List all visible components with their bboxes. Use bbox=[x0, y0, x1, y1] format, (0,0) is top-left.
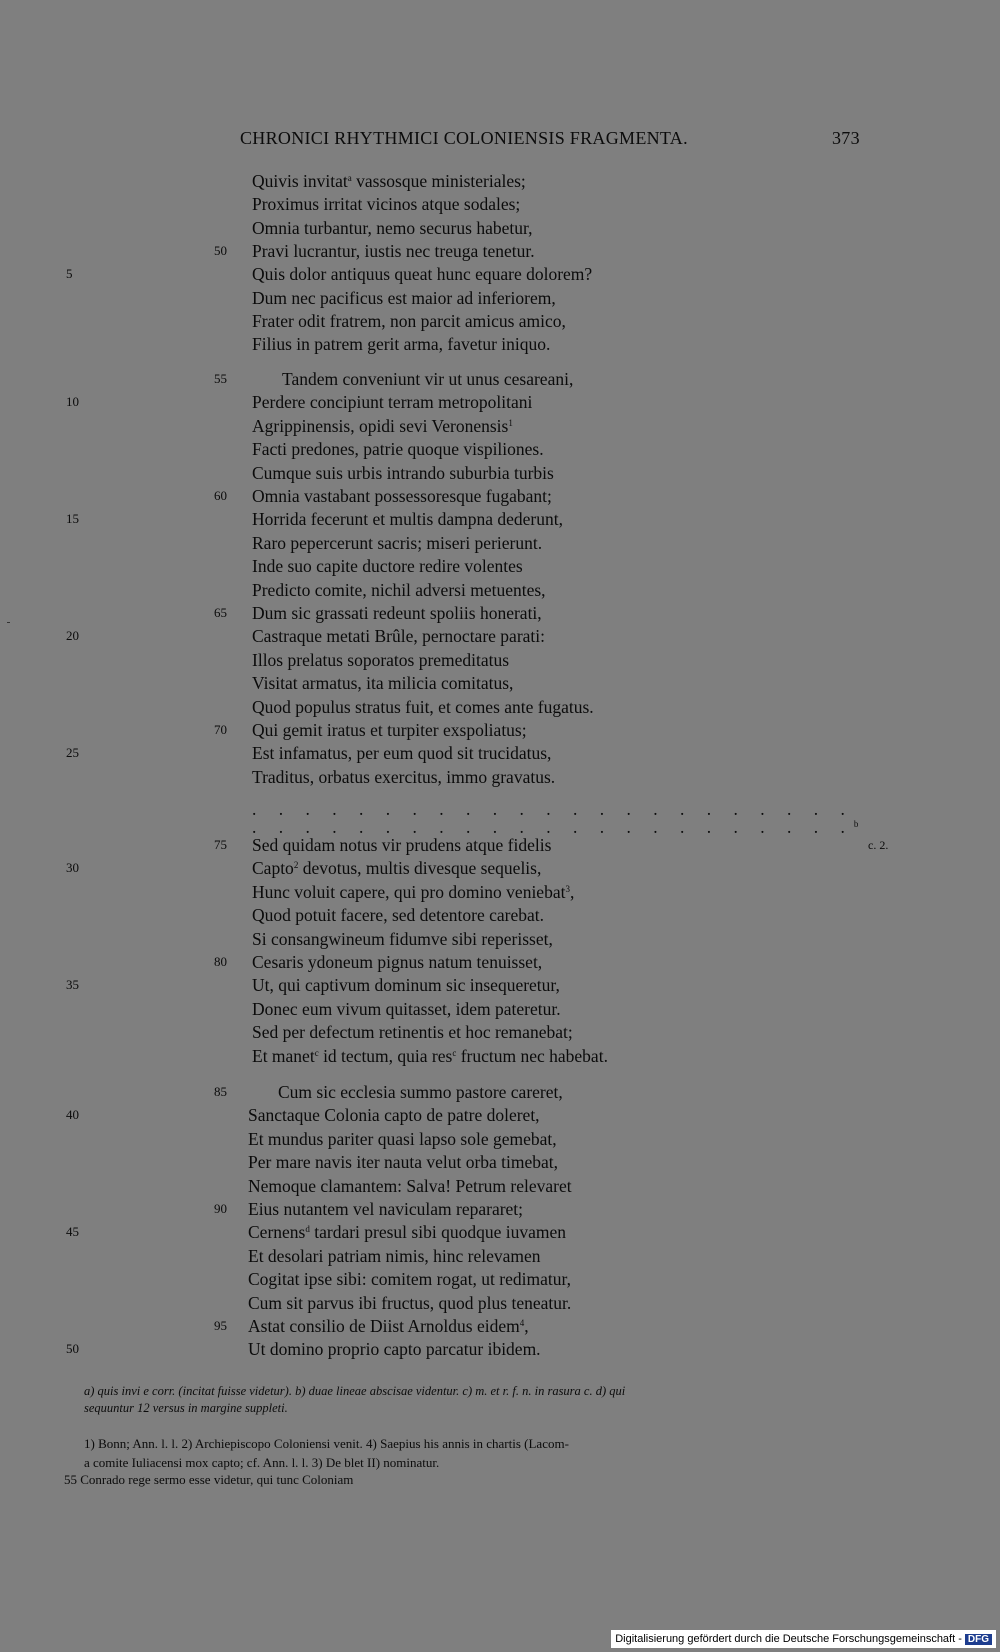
verse-text-main: Cumque suis urbis intrando suburbia turbis bbox=[252, 462, 554, 483]
verse-text-main: Facti predones, patrie quoque vispiliones. bbox=[252, 439, 544, 460]
verse-text-main: Ut, qui captivum dominum sic insequeretur, bbox=[252, 975, 560, 996]
margin-mark bbox=[7, 622, 10, 623]
outer-line-number: 45 bbox=[66, 1224, 79, 1240]
verse-text-main: Inde suo capite ductore redire volentes bbox=[252, 556, 523, 577]
verse-text-main: Et desolari patriam nimis, hinc relevamen bbox=[248, 1245, 541, 1266]
verse-text bbox=[248, 1128, 557, 1150]
verse-line bbox=[0, 766, 1000, 788]
verse-text bbox=[252, 742, 551, 764]
verse-number: 70 bbox=[214, 722, 227, 737]
funding-text: Digitalisierung gefördert durch die Deutsche Forschungsgemeinschaft - bbox=[615, 1633, 962, 1645]
verse-text bbox=[252, 696, 594, 718]
verse-line bbox=[0, 1104, 1000, 1126]
verse-line bbox=[0, 857, 1000, 879]
footnote-note-line: 1) Bonn; Ann. l. l. 2) Archiepiscopo Coloniensi venit. 4) Saepius his annis in chartis (Lacom- bbox=[84, 1436, 569, 1451]
verse-text-main: Est infamatus, per eum quod sit trucidatus, bbox=[252, 743, 552, 764]
verse-text bbox=[252, 834, 551, 856]
verse-text-main: Nemoque clamantem: Salva! Petrum relevaret bbox=[248, 1175, 572, 1196]
footnote-marker: 4 bbox=[519, 1318, 525, 1328]
verse-line bbox=[0, 1315, 1000, 1337]
verse-text bbox=[252, 672, 513, 694]
verse-number: 65 bbox=[214, 605, 227, 620]
verse-text bbox=[252, 508, 563, 530]
verse-text-cont: devotus, multis divesque sequelis, bbox=[298, 858, 542, 879]
verse-line bbox=[0, 1338, 1000, 1360]
verse-text bbox=[252, 602, 542, 624]
footnote-marker: c bbox=[314, 1047, 319, 1058]
verse-line bbox=[0, 240, 1000, 262]
verse-text bbox=[252, 217, 532, 239]
verse-text-main: Quivis invitat bbox=[252, 171, 348, 191]
verse-text-main: Castraque metati Brûle, pernoctare parati: bbox=[252, 626, 545, 647]
verse-text-main: Illos prelatus soporatos premeditatus bbox=[252, 649, 510, 670]
verse-text-main: Predicto comite, nichil adversi metuentes, bbox=[252, 579, 546, 600]
verse-text-main: Cogitat ipse sibi: comitem rogat, ut redimatur, bbox=[248, 1269, 571, 1290]
footnote-line-number: 55 bbox=[64, 1472, 77, 1487]
outer-line-number: 15 bbox=[66, 511, 79, 527]
verse-text bbox=[252, 415, 513, 437]
verse-text bbox=[252, 310, 566, 332]
verse-text bbox=[252, 333, 550, 355]
verse-text-main: Filius in patrem gerit arma, favetur iniquo. bbox=[252, 334, 551, 355]
outer-line-number: 5 bbox=[66, 266, 73, 282]
verse-line bbox=[0, 415, 1000, 437]
verse-text-main: Visitat armatus, ita milicia comitatus, bbox=[252, 673, 514, 694]
verse-text bbox=[278, 1081, 563, 1103]
verse-text bbox=[282, 368, 573, 390]
verse-text bbox=[252, 974, 560, 996]
verse-number: 95 bbox=[214, 1318, 227, 1333]
verse-text bbox=[252, 928, 553, 950]
verse-text-main: Et mundus pariter quasi lapso sole gemebat, bbox=[248, 1128, 557, 1149]
verse-line bbox=[0, 532, 1000, 554]
verse-text-main: Qui gemit iratus et turpiter exspoliatus; bbox=[252, 720, 527, 740]
verse-line bbox=[0, 1198, 1000, 1220]
verse-number: 80 bbox=[214, 954, 227, 969]
verse-line bbox=[0, 555, 1000, 577]
verse-line bbox=[0, 1021, 1000, 1043]
page-number: 373 bbox=[832, 128, 860, 148]
verse-line bbox=[0, 834, 1000, 856]
outer-line-number: 35 bbox=[66, 977, 79, 993]
verse-text bbox=[248, 1104, 540, 1126]
footnote-marker: a bbox=[347, 173, 352, 183]
verse-line bbox=[0, 1081, 1000, 1103]
verse-text bbox=[252, 579, 546, 601]
verse-text-main: Cesaris ydoneum pignus natum tenuisset, bbox=[252, 952, 543, 972]
verse-text bbox=[252, 719, 527, 741]
verse-text-cont: vassosque ministeriales; bbox=[351, 171, 526, 191]
verse-line bbox=[0, 1175, 1000, 1197]
verse-text-main: Omnia turbantur, nemo securus habetur, bbox=[252, 217, 533, 238]
verse-text-main: Frater odit fratrem, non parcit amicus amico, bbox=[252, 310, 566, 331]
footnote-marker: 1 bbox=[508, 417, 513, 428]
verse-text bbox=[252, 555, 523, 577]
verse-text bbox=[248, 1268, 571, 1290]
verse-number: 75 bbox=[214, 837, 227, 852]
verse-text-main: Astat consilio de Diist Arnoldus eidem bbox=[248, 1316, 520, 1336]
outer-line-number: 10 bbox=[66, 394, 79, 410]
verse-text bbox=[252, 649, 509, 671]
verse-line bbox=[0, 928, 1000, 950]
verse-line bbox=[0, 579, 1000, 601]
verse-text-main: Dum sic grassati redeunt spoliis honerati, bbox=[252, 603, 542, 623]
verse-text-main: Quod populus stratus fuit, et comes ante fugatus. bbox=[252, 696, 594, 717]
verse-text bbox=[252, 532, 542, 554]
verse-text bbox=[248, 1151, 558, 1173]
verse-text-main: Sed per defectum retinentis et hoc remanebat; bbox=[252, 1022, 573, 1043]
verse-text bbox=[252, 240, 535, 262]
verse-text bbox=[252, 170, 526, 192]
verse-text-cont: , bbox=[569, 881, 575, 902]
verse-text-main: Quod potuit facere, sed detentore carebat. bbox=[252, 905, 545, 926]
verse-text bbox=[252, 193, 520, 215]
verse-text-main: . . . . . . . . . . . . . . . . . . . . . . . bbox=[252, 799, 854, 819]
footnote-apparatus-line: a) quis invi e corr. (incitat fuisse videtur). b) duae lineae abscisae videntur. c) m. et r. f. n. in rasura c. d) qui bbox=[84, 1384, 626, 1398]
verse-line bbox=[0, 485, 1000, 507]
page-header bbox=[0, 128, 1000, 154]
verse-line bbox=[0, 696, 1000, 718]
verse-line bbox=[0, 1128, 1000, 1150]
verse-text bbox=[248, 1338, 541, 1360]
footnote-note-text: Conrado rege sermo esse videtur, qui tunc Coloniam bbox=[80, 1472, 354, 1487]
verse-text-main: Per mare navis iter nauta velut orba timebat, bbox=[248, 1152, 559, 1173]
verse-text-main: Eius nutantem vel naviculam repararet; bbox=[248, 1199, 524, 1219]
verse-text-main: Cum sic ecclesia summo pastore careret, bbox=[278, 1082, 563, 1102]
verse-line bbox=[0, 462, 1000, 484]
verse-text-main: Et manet bbox=[252, 1045, 315, 1066]
running-title: CHRONICI RHYTHMICI COLONIENSIS FRAGMENTA. bbox=[240, 128, 688, 148]
verse-text-main: Tandem conveniunt vir ut unus cesareani, bbox=[282, 369, 574, 389]
verse-text bbox=[248, 1245, 541, 1267]
historical-notes bbox=[84, 1434, 864, 1472]
verse-line bbox=[0, 742, 1000, 764]
outer-line-number: 25 bbox=[66, 745, 79, 761]
verse-line bbox=[0, 193, 1000, 215]
footnote-apparatus-line: sequuntur 12 versus in margine suppleti. bbox=[84, 1401, 288, 1415]
verse-text bbox=[252, 391, 532, 413]
verse-text-main: Pravi lucrantur, iustis nec treuga tenetur. bbox=[252, 240, 535, 261]
verse-text bbox=[252, 1021, 573, 1043]
verse-text-main: Cum sit parvus ibi fructus, quod plus teneatur. bbox=[248, 1292, 572, 1313]
verse-text bbox=[248, 1221, 566, 1243]
verse-line bbox=[0, 1045, 1000, 1067]
verse-text-main: Ut domino proprio capto parcatur ibidem. bbox=[248, 1339, 541, 1360]
verse-line bbox=[0, 998, 1000, 1020]
verse-line bbox=[0, 438, 1000, 460]
verse-line bbox=[0, 333, 1000, 355]
verse-text bbox=[252, 951, 542, 973]
verse-text-main: Perdere concipiunt terram metropolitani bbox=[252, 392, 533, 413]
verse-text-main: Sed quidam notus vir prudens atque fidelis bbox=[252, 835, 552, 855]
verse-number: 55 bbox=[214, 371, 227, 386]
verse-line bbox=[0, 951, 1000, 973]
verse-text-cont: tardari presul sibi quodque iuvamen bbox=[309, 1222, 566, 1243]
verse-text bbox=[252, 881, 574, 903]
verse-line bbox=[0, 170, 1000, 192]
verse-line bbox=[0, 368, 1000, 390]
footnote-marker: d bbox=[305, 1224, 310, 1235]
footnote-marker: 3 bbox=[565, 883, 570, 894]
verse-line bbox=[0, 391, 1000, 413]
verse-number: 50 bbox=[214, 242, 227, 258]
verse-line bbox=[0, 904, 1000, 926]
verse-text-main: Omnia vastabant possessoresque fugabant; bbox=[252, 486, 552, 506]
verse-line bbox=[0, 672, 1000, 694]
footnote-marker: c bbox=[452, 1047, 457, 1058]
verse-line bbox=[0, 310, 1000, 332]
verse-line bbox=[0, 974, 1000, 996]
margin-reference: c. 2. bbox=[868, 838, 889, 852]
verse-line bbox=[0, 719, 1000, 741]
critical-apparatus bbox=[84, 1383, 864, 1417]
verse-number: 85 bbox=[214, 1084, 227, 1099]
outer-line-number: 40 bbox=[66, 1107, 79, 1123]
outer-line-number: 30 bbox=[66, 860, 79, 876]
verse-line bbox=[0, 508, 1000, 530]
verse-number: 60 bbox=[214, 488, 227, 503]
verse-line bbox=[0, 217, 1000, 239]
verse-line bbox=[0, 287, 1000, 309]
verse-text-main: Dum nec pacificus est maior ad inferiorem, bbox=[252, 287, 556, 308]
verse-text-main: . . . . . . . . . . . . . . . . . . . . . . . bbox=[252, 817, 854, 837]
dfg-logo: DFG bbox=[965, 1634, 992, 1645]
verse-text bbox=[252, 857, 541, 879]
verse-line bbox=[0, 649, 1000, 671]
outer-line-number: 50 bbox=[66, 1341, 79, 1357]
verse-text-main: Raro pepercerunt sacris; miseri perierunt. bbox=[252, 532, 543, 553]
verse-line bbox=[0, 602, 1000, 624]
verse-text bbox=[248, 1292, 571, 1314]
verse-text-main: Sanctaque Colonia capto de patre doleret, bbox=[248, 1105, 540, 1126]
verse-text bbox=[252, 263, 592, 285]
verse-line bbox=[0, 1151, 1000, 1173]
footnote-marker: 2 bbox=[293, 860, 299, 871]
verse-line bbox=[0, 625, 1000, 647]
verse-text-main: Proximus irritat vicinos atque sodales; bbox=[252, 194, 521, 215]
funding-footer bbox=[611, 1630, 996, 1648]
verse-text bbox=[252, 766, 555, 788]
verse-text bbox=[252, 625, 545, 647]
verse-text-main: Cernens bbox=[248, 1222, 306, 1243]
verse-text bbox=[248, 1175, 572, 1197]
verse-text-main: Traditus, orbatus exercitus, immo gravatus. bbox=[252, 766, 556, 787]
outer-line-number: 20 bbox=[66, 628, 79, 644]
verse-text-main: Agrippinensis, opidi sevi Veronensis bbox=[252, 415, 509, 436]
verse-line bbox=[0, 1292, 1000, 1314]
verse-text-cont: fructum nec habebat. bbox=[456, 1045, 608, 1066]
verse-text-main: Donec eum vivum quitasset, idem pateretur. bbox=[252, 998, 561, 1019]
verse-text bbox=[252, 485, 552, 507]
verse-text bbox=[252, 1045, 608, 1067]
verse-line bbox=[0, 1221, 1000, 1243]
verse-line bbox=[0, 1245, 1000, 1267]
verse-text-cont: , bbox=[524, 1316, 529, 1336]
verse-text bbox=[248, 1198, 523, 1220]
verse-text bbox=[252, 462, 554, 484]
verse-text bbox=[252, 287, 556, 309]
verse-line bbox=[0, 881, 1000, 903]
footnote-note-line-numbered bbox=[64, 1472, 353, 1488]
verse-text bbox=[252, 438, 544, 460]
verse-text bbox=[252, 998, 561, 1020]
verse-text-main: Quis dolor antiquus queat hunc equare dolorem? bbox=[252, 264, 593, 285]
verse-text-main: Si consangwineum fidumve sibi reperisset, bbox=[252, 928, 553, 949]
verse-number: 90 bbox=[214, 1201, 227, 1216]
verse-text-main: Capto bbox=[252, 858, 294, 879]
verse-text-cont: id tectum, quia res bbox=[318, 1045, 453, 1066]
footnote-note-line: a comite Iuliacensi mox capto; cf. Ann. l. l. 3) De blet II) nominatur. bbox=[84, 1455, 440, 1470]
verse-line bbox=[0, 263, 1000, 285]
verse-text bbox=[252, 904, 544, 926]
verse-text-main: Hunc voluit capere, qui pro domino veniebat bbox=[252, 881, 566, 902]
verse-text-main: Horrida fecerunt et multis dampna dederunt, bbox=[252, 509, 564, 530]
verse-text bbox=[248, 1315, 529, 1337]
verse-line bbox=[0, 1268, 1000, 1290]
footnote-marker: b bbox=[853, 819, 868, 829]
